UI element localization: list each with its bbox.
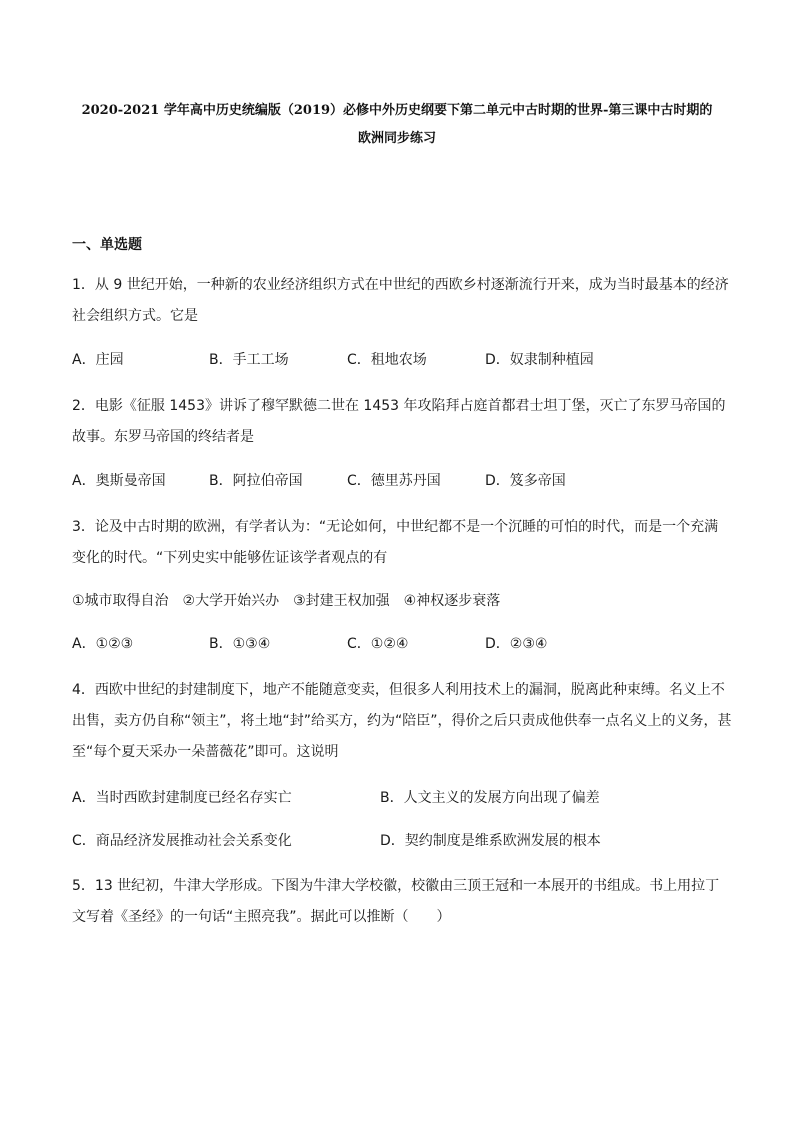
question-4-option-d[interactable]: D．契约制度是维系欧洲发展的根本 <box>380 833 601 849</box>
question-4-options-row-1 <box>72 786 732 810</box>
question-4-option-a[interactable]: A．当时西欧封建制度已经名存实亡 <box>72 790 292 806</box>
title-line-1: 2020-2021 学年高中历史统编版（2019）必修中外历史纲要下第二单元中古时期的世界-第三课中古时期的 <box>81 103 713 118</box>
question-4-stem: 4．西欧中世纪的封建制度下，地产不能随意变卖，但很多人利用技术上的漏洞，脱离此种束缚。名义上不出售，卖方仍自称“领主”，将土地“封”给买方，约为“陪臣”，得价之后只责成他供奉一点名义上的义务，甚至“每个夏天采办一朵蔷薇花”即可。这说明 <box>72 682 732 760</box>
question-2-stem: 2．电影《征服 1453》讲诉了穆罕默德二世在 1453 年攻陷拜占庭首都君士坦丁堡，灭亡了东罗马帝国的故事。东罗马帝国的终结者是 <box>72 398 726 445</box>
question-3-option-c[interactable]: C．①②④ <box>347 636 409 652</box>
title-line-2: 欧洲同步练习 <box>357 131 436 146</box>
question-2-option-c[interactable]: C．德里苏丹国 <box>347 473 441 489</box>
question-4-options-row-2 <box>72 829 732 853</box>
question-1-option-c[interactable]: C．租地农场 <box>347 352 427 368</box>
question-1-options <box>72 348 732 372</box>
question-3-option-d[interactable]: D．②③④ <box>485 636 548 652</box>
question-2-options <box>72 469 732 493</box>
question-4-option-b[interactable]: B．人文主义的发展方向出现了偏差 <box>380 790 600 806</box>
question-3-statements: ①城市取得自治 ②大学开始兴办 ③封建王权加强 ④神权逐步衰落 <box>72 593 501 609</box>
question-1-stem: 1．从 9 世纪开始，一种新的农业经济组织方式在中世纪的西欧乡村逐渐流行开来，成为当时最基本的经济社会组织方式。它是 <box>72 277 729 324</box>
question-5-stem: 5．13 世纪初，牛津大学形成。下图为牛津大学校徽，校徽由三顶王冠和一本展开的书组成。书上用拉丁文写着《圣经》的一句话“主照亮我”。据此可以推断（ ） <box>72 878 720 925</box>
question-3-option-b[interactable]: B．①③④ <box>209 636 271 652</box>
question-3-option-a[interactable]: A．①②③ <box>72 636 134 652</box>
question-1-option-b[interactable]: B．手工工场 <box>209 352 289 368</box>
question-2-option-b[interactable]: B．阿拉伯帝国 <box>209 473 303 489</box>
question-2-option-d[interactable]: D．笈多帝国 <box>485 473 566 489</box>
question-3-stem: 3．论及中古时期的欧洲，有学者认为：“无论如何，中世纪都不是一个沉睡的可怕的时代，而是一个充满变化的时代。“下列史实中能够佐证该学者观点的有 <box>72 519 719 566</box>
question-3-options <box>72 632 732 656</box>
question-1-option-a[interactable]: A．庄园 <box>72 352 124 368</box>
document-title <box>60 97 734 153</box>
question-1-option-d[interactable]: D．奴隶制种植园 <box>485 352 594 368</box>
question-4-option-c[interactable]: C．商品经济发展推动社会关系变化 <box>72 833 292 849</box>
question-2-option-a[interactable]: A．奥斯曼帝国 <box>72 473 166 489</box>
section-heading: 一、单选题 <box>72 237 142 253</box>
